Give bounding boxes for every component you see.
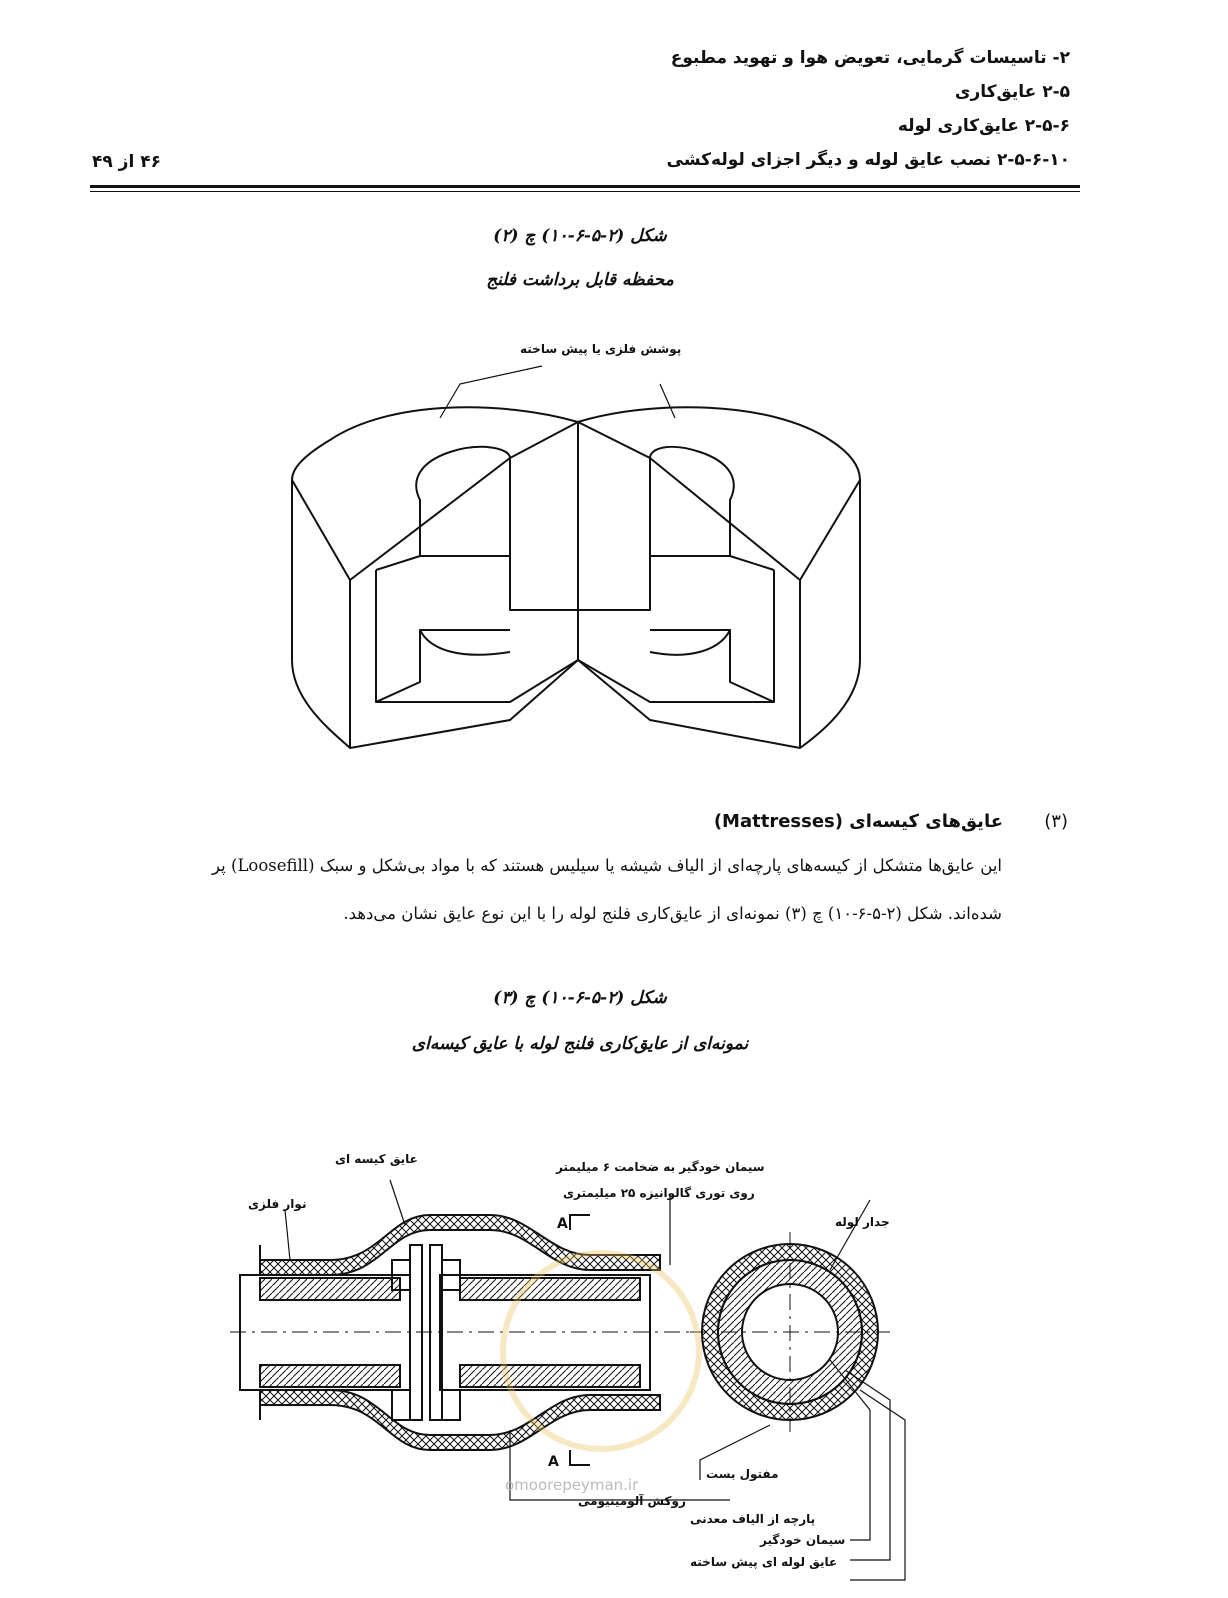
header-line-1: ۲- تاسیسات گرمایی، تعویض هوا و تهوید مطبوع	[670, 48, 1070, 68]
figure1-caption-number: شکل (۲-۵-۶-۱۰) چ (۲)	[493, 226, 667, 246]
header-line-2: ۲-۵ عایق‌کاری	[954, 82, 1070, 102]
label-bag-insulation: عایق کیسه ای	[335, 1152, 418, 1166]
label-section-a-top: A	[557, 1216, 568, 1232]
label-pipe-wall: جدار لوله	[835, 1215, 890, 1229]
header-line-3: ۲-۵-۶ عایق‌کاری لوله	[897, 116, 1070, 136]
label-mineral-fabric: پارچه از الیاف معدنی	[690, 1512, 816, 1526]
header-rule-thin	[90, 191, 1080, 192]
label-preformed-insulation: عایق لوله ای پیش ساخته	[690, 1555, 838, 1569]
figure1-flange-box-drawing	[280, 330, 880, 770]
label-cement-line-1: سیمان خودگیر به ضخامت ۶ میلیمتر	[556, 1160, 765, 1174]
figure1-caption-title: محفظه قابل برداشت فلنج	[486, 270, 674, 290]
label-cement-line-2: روی توری گالوانیزه ۲۵ میلیمتری	[563, 1186, 755, 1200]
paragraph-line-1: این عایق‌ها متشکل از کیسه‌های پارچه‌ای از الیاف شیشه یا سیلیس هستند که با مواد بی‌شکل و سبک (Loosefill) پر	[212, 856, 1002, 875]
figure2-caption-number: شکل (۲-۵-۶-۱۰) چ (۳)	[493, 988, 667, 1008]
label-self-setting-cement: سیمان خودگیر	[760, 1533, 846, 1547]
watermark-url: omoorepeyman.ir	[505, 1476, 639, 1494]
label-metal-band: نوار فلزی	[248, 1197, 307, 1211]
page-number: ۴۶ از ۴۹	[92, 152, 161, 172]
label-section-a-bottom: A	[548, 1454, 559, 1470]
label-aluminum-cover: روکش آلومینیومی	[578, 1494, 686, 1508]
header-line-4: ۲-۵-۶-۱۰ نصب عایق لوله و دیگر اجزای لوله‌کشی	[666, 150, 1070, 170]
figure2-caption-title: نمونه‌ای از عایق‌کاری فلنج لوله با عایق کیسه‌ای	[411, 1034, 749, 1054]
paragraph-line-2: شده‌اند. شکل (۲-۵-۶-۱۰) چ (۳) نمونه‌ای از عایق‌کاری فلنج لوله را با این نوع عایق نشان می‌دهد.	[343, 904, 1002, 923]
watermark-logo	[500, 1250, 702, 1452]
label-tie-wire: مفتول بست	[706, 1467, 779, 1481]
section-number: (۳)	[1044, 811, 1068, 832]
figure1-cover-label: پوشش فلزی یا پیش ساخته	[520, 342, 682, 356]
section-title: عایق‌های کیسه‌ای (Mattresses)	[713, 811, 1003, 832]
header-rule	[90, 185, 1080, 188]
